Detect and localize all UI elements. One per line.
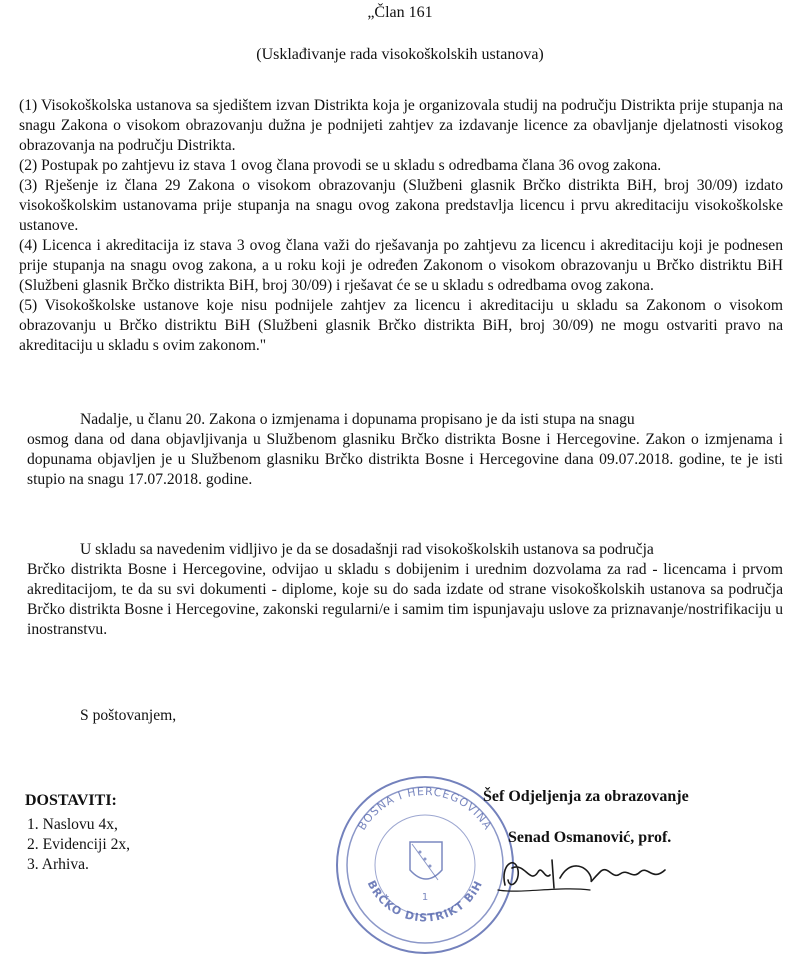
greeting: S poštovanjem,	[80, 707, 177, 724]
svg-text:BOSNA I HERCEGOVINA: BOSNA I HERCEGOVINA	[355, 784, 495, 833]
conclusion-first-line-text: U skladu sa navedenim vidljivo je da se dosadašnji rad visokoškolskih ustanova sa područja	[80, 541, 654, 558]
article-paragraph-4: (4) Licenca i akreditacija iz stava 3 ovog člana važi do rješavanja po zahtjevu za licencu i akreditaciju koji je podnesen prije stupanja na snagu ovog zakona, a u roku koji je određen Zakonom o visokom obrazovanju u Brčko distriktu BiH (Službeni glasnik Brčko distrikta BiH, broj 30/09) i rješavat će se u skladu s odredbama ovog zakona.	[19, 237, 783, 294]
nadalje-rest-text: osmog dana od dana objavljivanja u Službenom glasniku Brčko distrikta Bosne i Hercegovine. Zakon o izmjenama i dopunama objavljen je u Službenom glasniku Brčko distrikta Bosne i Hercegovine dana 09.07.2018. godine, te je isti stupio na snagu 17.07.2018. godine.	[27, 431, 783, 488]
nadalje-paragraph-rest	[27, 430, 783, 490]
dostaviti-item: 2. Evidenciji 2x,	[27, 836, 131, 853]
article-paragraph-2: (2) Postupak po zahtjevu iz stava 1 ovog člana provodi se u skladu s odredbama člana 36 ovog zakona.	[19, 157, 662, 174]
article-paragraphs	[19, 96, 783, 356]
signer-name: Senad Osmanović, prof.	[508, 829, 672, 846]
handwritten-signature	[490, 850, 690, 900]
article-title: „Član 161	[367, 4, 433, 21]
article-paragraph-5: (5) Visokoškolske ustanove koje nisu podnijele zahtjev za licencu i akreditaciju u skladu sa Zakonom o visokom obrazovanju u Brčko distriktu BiH (Službeni glasnik Brčko distrikta BiH, broj 30/09) ne mogu ostvariti pravo na akreditaciju u skladu s ovim zakonom."	[19, 297, 783, 354]
article-paragraph-3: (3) Rješenje iz člana 29 Zakona o visokom obrazovanju (Službeni glasnik Brčko distrikta BiH, broj 30/09) izdato visokoškolskim ustanovama prije stupanja na snagu ovog zakona predstavlja licencu i prvu akreditaciju visokoškolske ustanove.	[19, 177, 783, 234]
dostaviti-list	[27, 815, 130, 875]
article-subtitle: (Usklađivanje rada visokoškolskih ustanova)	[256, 46, 544, 63]
signer-role: Šef Odjeljenja za obrazovanje	[483, 788, 689, 805]
nadalje-first-line-text: Nadalje, u članu 20. Zakona o izmjenama i dopunama propisano je da isti stupa na snagu	[80, 411, 635, 428]
svg-text:BRČKO DISTRIKT BiH: BRČKO DISTRIKT BiH	[364, 878, 486, 925]
conclusion-first-line	[80, 540, 783, 560]
dostaviti-title: DOSTAVITI:	[25, 792, 117, 809]
nadalje-paragraph-first-line	[80, 410, 780, 430]
conclusion-rest-text: Brčko distrikta Bosne i Hercegovine, odvijao u skladu s dobijenim i urednim dozvolama za rad - licencama i prvom akreditacijom, te da su svi dokumenti - diplome, koje su do sada izdate od strane visokoškolskih ustanova sa područja Brčko distrikta Bosne i Hercegovine, zakonski regularni/e i samim tim ispunjavaju uslove za priznavanje/nostrifikaciju u inostranstvu.	[27, 561, 783, 638]
dostaviti-item: 1. Naslovu 4x,	[27, 816, 118, 833]
svg-text:1: 1	[421, 892, 429, 903]
conclusion-rest	[27, 560, 783, 640]
dostaviti-item: 3. Arhiva.	[27, 856, 89, 873]
article-paragraph-1: (1) Visokoškolska ustanova sa sjedištem izvan Distrikta koja je organizovala studij na području Distrikta prije stupanja na snagu Zakona o visokom obrazovanju dužna je podnijeti zahtjev za izdavanje licence za obavljanje djelatnosti visokog obrazovanja na području Distrikta.	[19, 97, 783, 154]
